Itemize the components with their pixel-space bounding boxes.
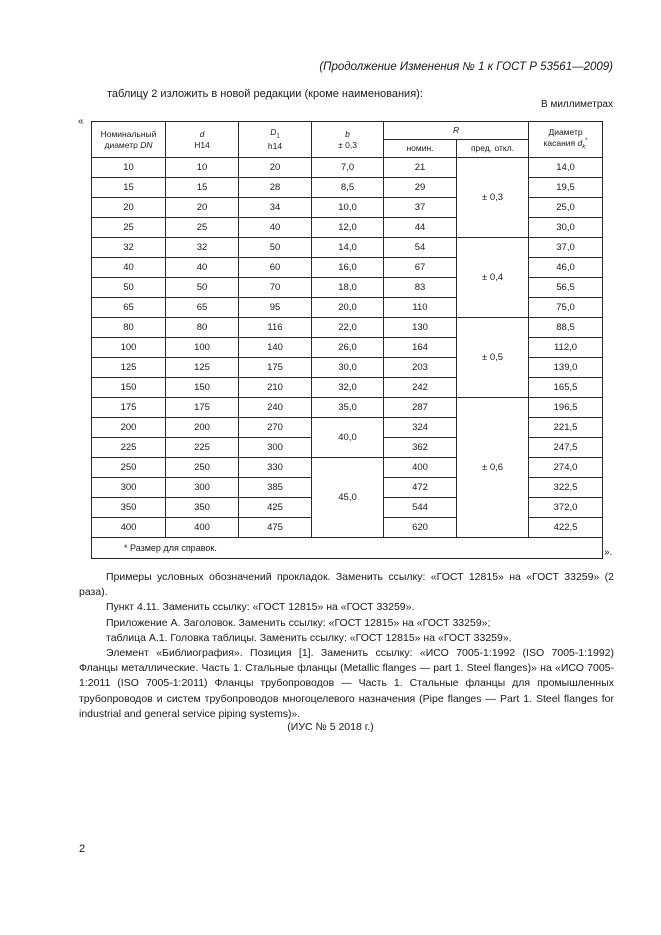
amendment-text xyxy=(79,570,614,722)
header-d: d H14 xyxy=(166,122,239,158)
table-row: 200 200 270 40,0 324 221,5 xyxy=(92,418,603,438)
table-row: 20 20 34 10,0 37 25,0 xyxy=(92,198,603,218)
table-row: 175 175 240 35,0 287 ± 0,6 196,5 xyxy=(92,398,603,418)
header-dk: Диаметр касания $d_k^*$ xyxy=(529,122,603,158)
b-merged-cell: 45,0 xyxy=(312,458,384,538)
paragraph: Пункт 4.11. Заменить ссылку: «ГОСТ 12815» на «ГОСТ 33259». xyxy=(106,601,415,614)
header-b: b ± 0,3 xyxy=(312,122,384,158)
flange-gasket-table xyxy=(91,121,603,559)
table-row: 100 100 140 26,0 164 112,0 xyxy=(92,338,603,358)
table-row: 50 50 70 18,0 83 56,5 xyxy=(92,278,603,298)
page-number: 2 xyxy=(79,843,86,855)
paragraph: Приложение А. Заголовок. Заменить ссылку: «ГОСТ 12815» на «ГОСТ 33259»; xyxy=(106,616,491,629)
table-row: 15 15 28 8,5 29 19,5 xyxy=(92,178,603,198)
header-d1: $D_1$ h14 xyxy=(239,122,312,158)
table-footnote: * Размер для справок. xyxy=(92,538,603,559)
quote-open: « xyxy=(78,116,84,127)
paragraph: Элемент «Библиография». Позиция [1]. Заменить ссылку: «ИСО 7005-1:1992 (ISO 7005-1:1992) Фланцы металлические. Часть 1. Стальные фланцы (Metallic flanges — part 1. Steel flanges)» на «ИСО 7005-1:2011 (ISO 7005-1:2011) Фланцы трубопроводов — Часть 1. Стальные фланцы для промышленных трубопроводов и систем трубопроводов многоцелевого назначения (Pipe flanges — Part 1. Steel flanges for industrial and general service piping systems)». xyxy=(79,647,614,720)
table-row: 10 10 20 7,0 21 ± 0,3 14,0 xyxy=(92,158,603,178)
table-row: 32 32 50 14,0 54 ± 0,4 37,0 xyxy=(92,238,603,258)
deviation-cell: ± 0,4 xyxy=(457,238,529,318)
header-r: R xyxy=(384,122,529,140)
table-row: 225 225 300 362 247,5 xyxy=(92,438,603,458)
running-header: (Продолжение Изменения № 1 к ГОСТ Р 53561—2009) xyxy=(319,61,613,73)
table-row: 80 80 116 22,0 130 ± 0,5 88,5 xyxy=(92,318,603,338)
table-row: 125 125 175 30,0 203 139,0 xyxy=(92,358,603,378)
table-row: 250 250 330 45,0 400 274,0 xyxy=(92,458,603,478)
header-r-dev: пред. откл. xyxy=(457,140,529,158)
deviation-cell: ± 0,5 xyxy=(457,318,529,398)
header-dn: Номинальный диаметр DN xyxy=(92,122,166,158)
intro-text: таблицу 2 изложить в новой редакции (кроме наименования): xyxy=(107,88,423,100)
table-row: 300 300 385 472 322,5 xyxy=(92,478,603,498)
table-row: 150 150 210 32,0 242 165,5 xyxy=(92,378,603,398)
table-row: 350 350 425 544 372,0 xyxy=(92,498,603,518)
deviation-cell: ± 0,3 xyxy=(457,158,529,238)
header-r-nom: номин. xyxy=(384,140,457,158)
paragraph: Примеры условных обозначений прокладок. Заменить ссылку: «ГОСТ 12815» на «ГОСТ 33259» (2 раза). xyxy=(79,571,614,599)
ius-reference: (ИУС № 5 2018 г.) xyxy=(287,721,374,733)
table-row: 400 400 475 620 422,5 xyxy=(92,518,603,538)
b-merged-cell: 40,0 xyxy=(312,418,384,458)
paragraph: таблица А.1. Головка таблицы. Заменить ссылку: «ГОСТ 12815» на «ГОСТ 33259». xyxy=(106,631,512,644)
table-row: 40 40 60 16,0 67 46,0 xyxy=(92,258,603,278)
table-row: 25 25 40 12,0 44 30,0 xyxy=(92,218,603,238)
quote-close: ». xyxy=(604,547,613,558)
table-row: 65 65 95 20,0 110 75,0 xyxy=(92,298,603,318)
deviation-cell: ± 0,6 xyxy=(457,398,529,538)
units-label: В миллиметрах xyxy=(541,99,613,110)
